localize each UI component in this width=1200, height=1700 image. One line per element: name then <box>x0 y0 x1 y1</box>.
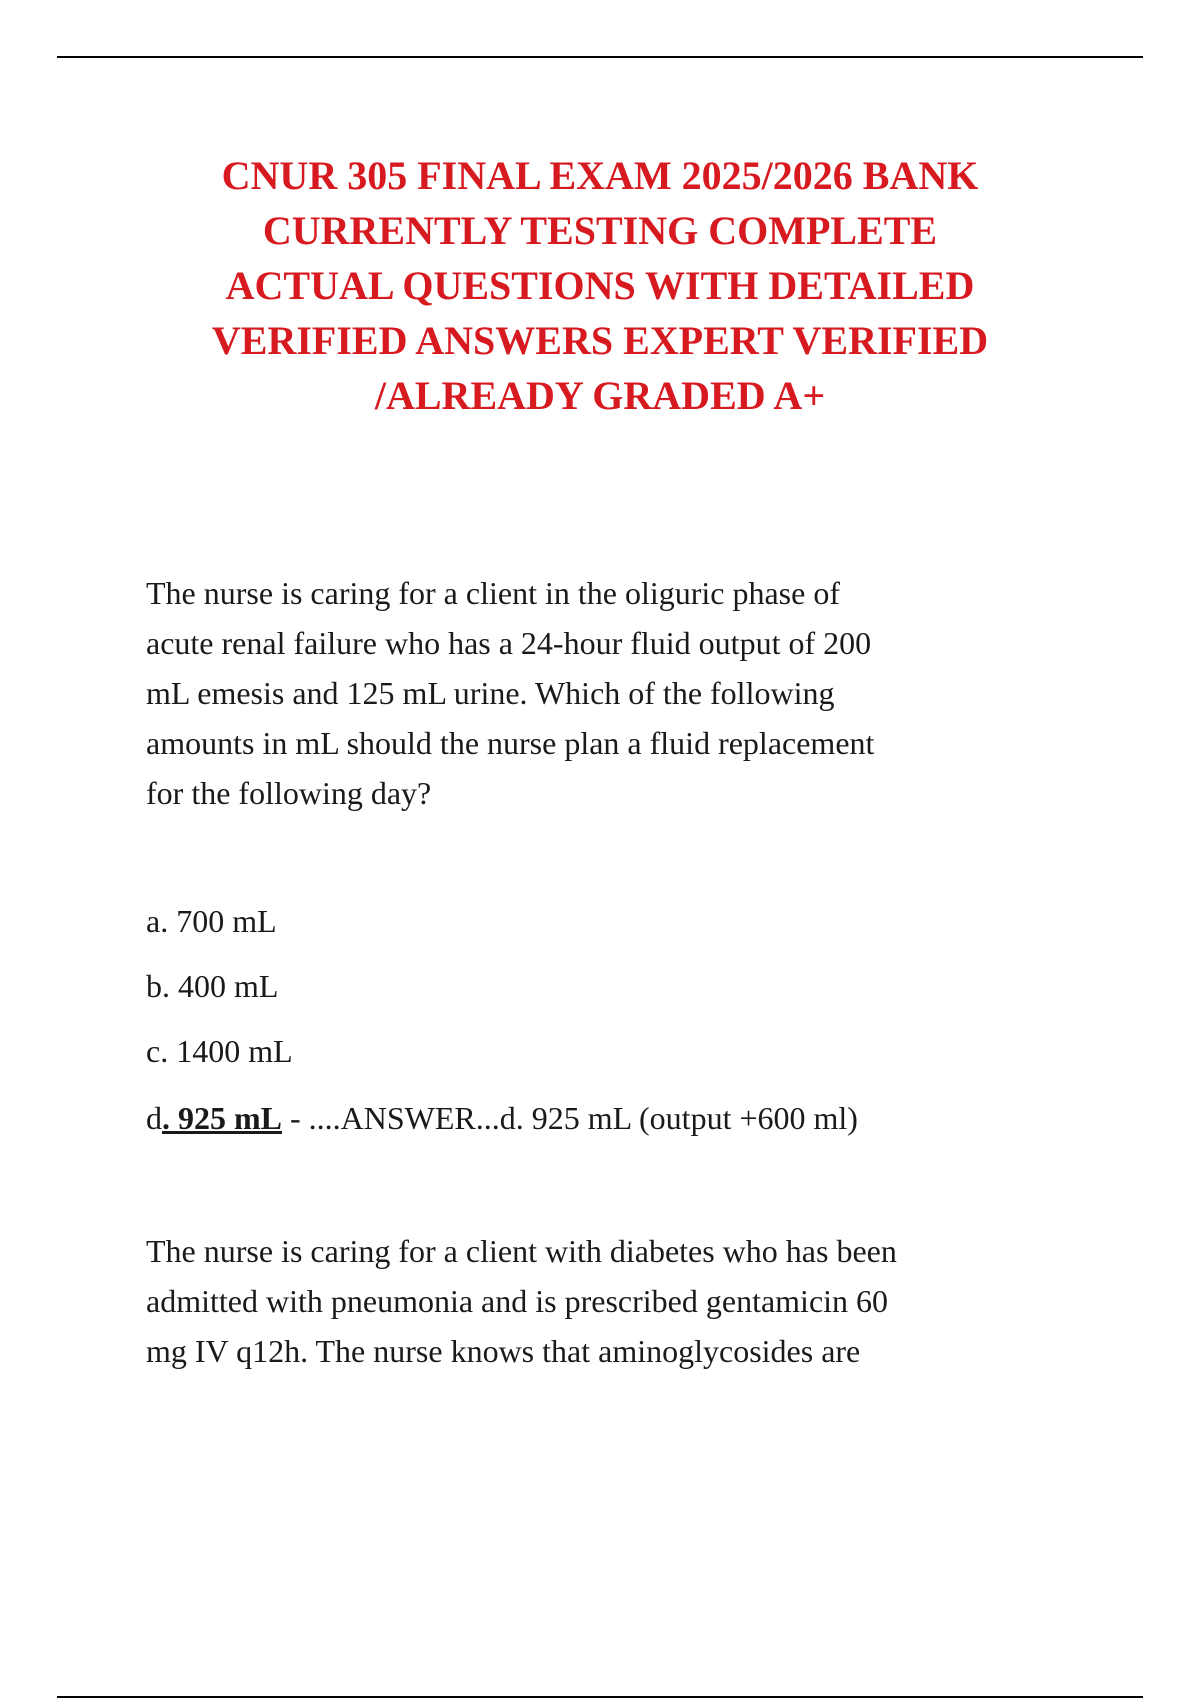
question-line: for the following day? <box>146 775 432 811</box>
option-d-prefix: d <box>146 1100 162 1136</box>
question-1-stem <box>146 568 1106 818</box>
option-a: a. 700 mL <box>146 903 277 939</box>
option-c: c. 1400 mL <box>146 1033 293 1069</box>
option-d-answer <box>146 1093 858 1143</box>
question-line: The nurse is caring for a client in the oliguric phase of <box>146 575 840 611</box>
question-line: admitted with pneumonia and is prescribed gentamicin 60 <box>146 1283 889 1319</box>
title-line: CURRENTLY TESTING COMPLETE <box>262 208 938 253</box>
title-line: /ALREADY GRADED A+ <box>374 373 826 418</box>
document-title <box>100 148 1100 423</box>
top-rule <box>57 56 1143 58</box>
title-line: CNUR 305 FINAL EXAM 2025/2026 BANK <box>221 153 979 198</box>
bottom-rule <box>57 1696 1143 1698</box>
question-line: mL emesis and 125 mL urine. Which of the following <box>146 675 835 711</box>
question-line: The nurse is caring for a client with diabetes who has been <box>146 1233 897 1269</box>
title-line: ACTUAL QUESTIONS WITH DETAILED <box>225 263 975 308</box>
answer-explanation: - ....ANSWER...d. 925 mL (output +600 ml) <box>282 1100 858 1136</box>
question-line: mg IV q12h. The nurse knows that aminoglycosides are <box>146 1333 861 1369</box>
option-b: b. 400 mL <box>146 968 279 1004</box>
correct-answer-value: . 925 mL <box>162 1100 282 1136</box>
question-2-stem <box>146 1226 1106 1376</box>
question-line: acute renal failure who has a 24-hour fluid output of 200 <box>146 625 872 661</box>
question-line: amounts in mL should the nurse plan a fluid replacement <box>146 725 875 761</box>
title-line: VERIFIED ANSWERS EXPERT VERIFIED <box>211 318 989 363</box>
